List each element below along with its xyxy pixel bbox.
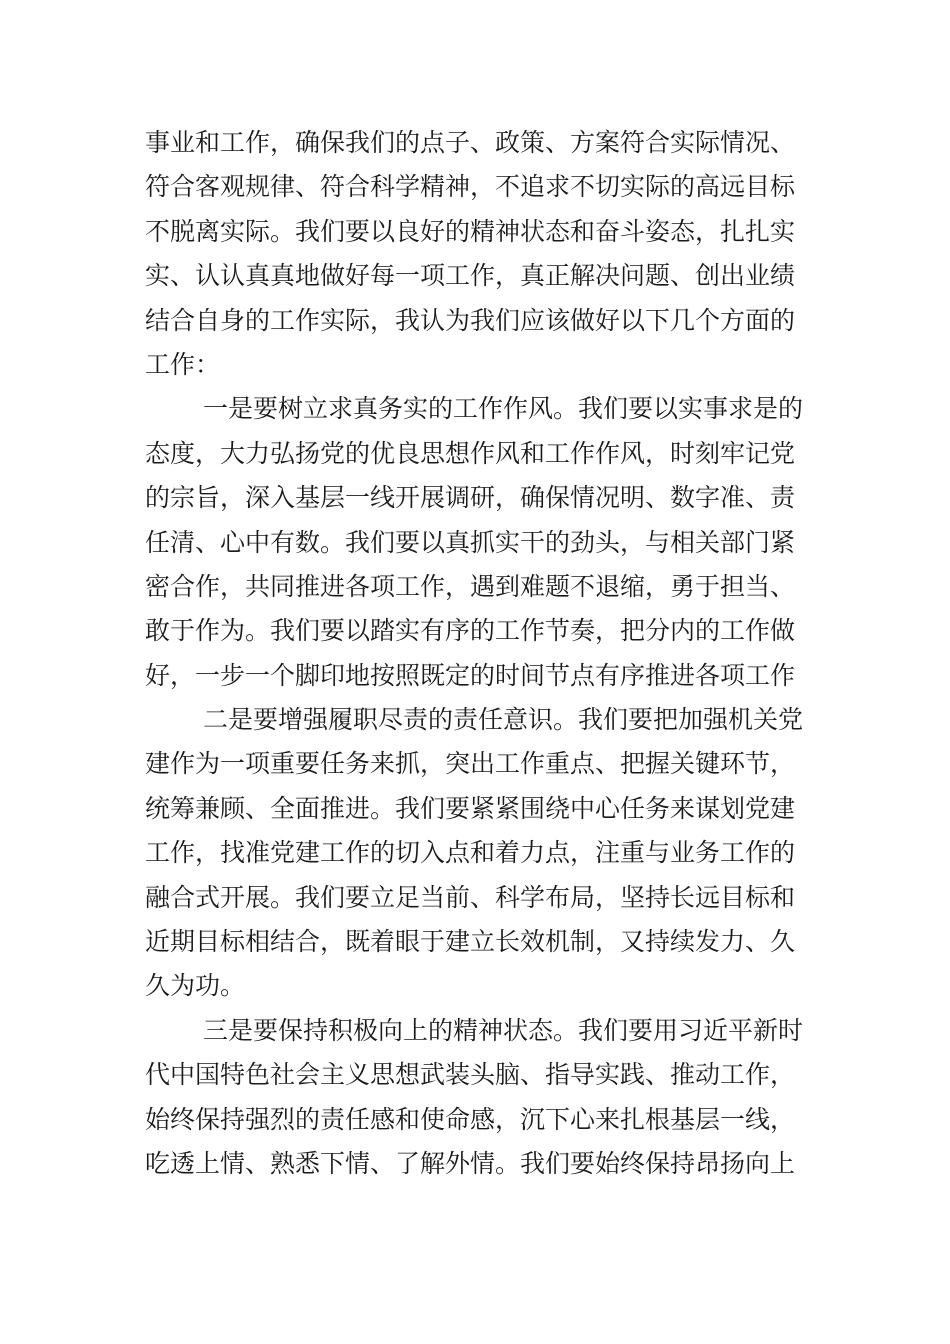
- text-line: 三是要保持积极向上的精神状态。我们要用习近平新时: [203, 1015, 804, 1045]
- text-line: 始终保持强烈的责任感和使命感，沉下心来扎根基层一线，: [145, 1104, 796, 1134]
- paragraph-point-3: [145, 1009, 810, 1187]
- text-line: 符合客观规律、符合科学精神，不追求不切实际的高远目标: [145, 172, 796, 202]
- paragraph-point-1: [145, 387, 810, 698]
- text-line: 实、认认真真地做好每一项工作，真正解决问题、创出业绩: [145, 261, 796, 291]
- text-line: 吃透上情、熟悉下情、了解外情。我们要始终保持昂扬向上: [145, 1148, 796, 1178]
- text-line: 好，一步一个脚印地按照既定的时间节点有序推进各项工作: [145, 660, 796, 690]
- text-line: 工作：: [145, 349, 221, 379]
- document-body: [145, 121, 810, 1186]
- text-line: 二是要增强履职尽责的责任意识。我们要把加强机关党: [203, 705, 804, 735]
- text-line: 的宗旨，深入基层一线开展调研，确保情况明、数字准、责: [145, 483, 796, 513]
- text-line: 结合自身的工作实际，我认为我们应该做好以下几个方面的: [145, 305, 796, 335]
- text-line: 敢于作为。我们要以踏实有序的工作节奏，把分内的工作做: [145, 616, 796, 646]
- text-line: 近期目标相结合，既着眼于建立长效机制，又持续发力、久: [145, 927, 796, 957]
- text-line: 代中国特色社会主义思想武装头脑、指导实践、推动工作，: [145, 1060, 796, 1090]
- text-line: 态度，大力弘扬党的优良思想作风和工作作风，时刻牢记党: [145, 438, 796, 468]
- paragraph-point-2: [145, 698, 810, 1009]
- text-line: 密合作，共同推进各项工作，遇到难题不退缩，勇于担当、: [145, 571, 796, 601]
- text-line: 不脱离实际。我们要以良好的精神状态和奋斗姿态，扎扎实: [145, 216, 796, 246]
- text-line: 统筹兼顾、全面推进。我们要紧紧围绕中心任务来谋划党建: [145, 793, 796, 823]
- paragraph-intro: [145, 121, 810, 387]
- text-line: 久为功。: [145, 971, 246, 1001]
- text-line: 事业和工作，确保我们的点子、政策、方案符合实际情况、: [145, 128, 796, 157]
- text-line: 任清、心中有数。我们要以真抓实干的劲头，与相关部门紧: [145, 527, 796, 557]
- text-line: 工作，找准党建工作的切入点和着力点，注重与业务工作的: [145, 838, 796, 868]
- text-line: 建作为一项重要任务来抓，突出工作重点、把握关键环节，: [145, 749, 796, 779]
- text-line: 融合式开展。我们要立足当前、科学布局，坚持长远目标和: [145, 882, 796, 912]
- text-line: 一是要树立求真务实的工作作风。我们要以实事求是的: [203, 394, 804, 424]
